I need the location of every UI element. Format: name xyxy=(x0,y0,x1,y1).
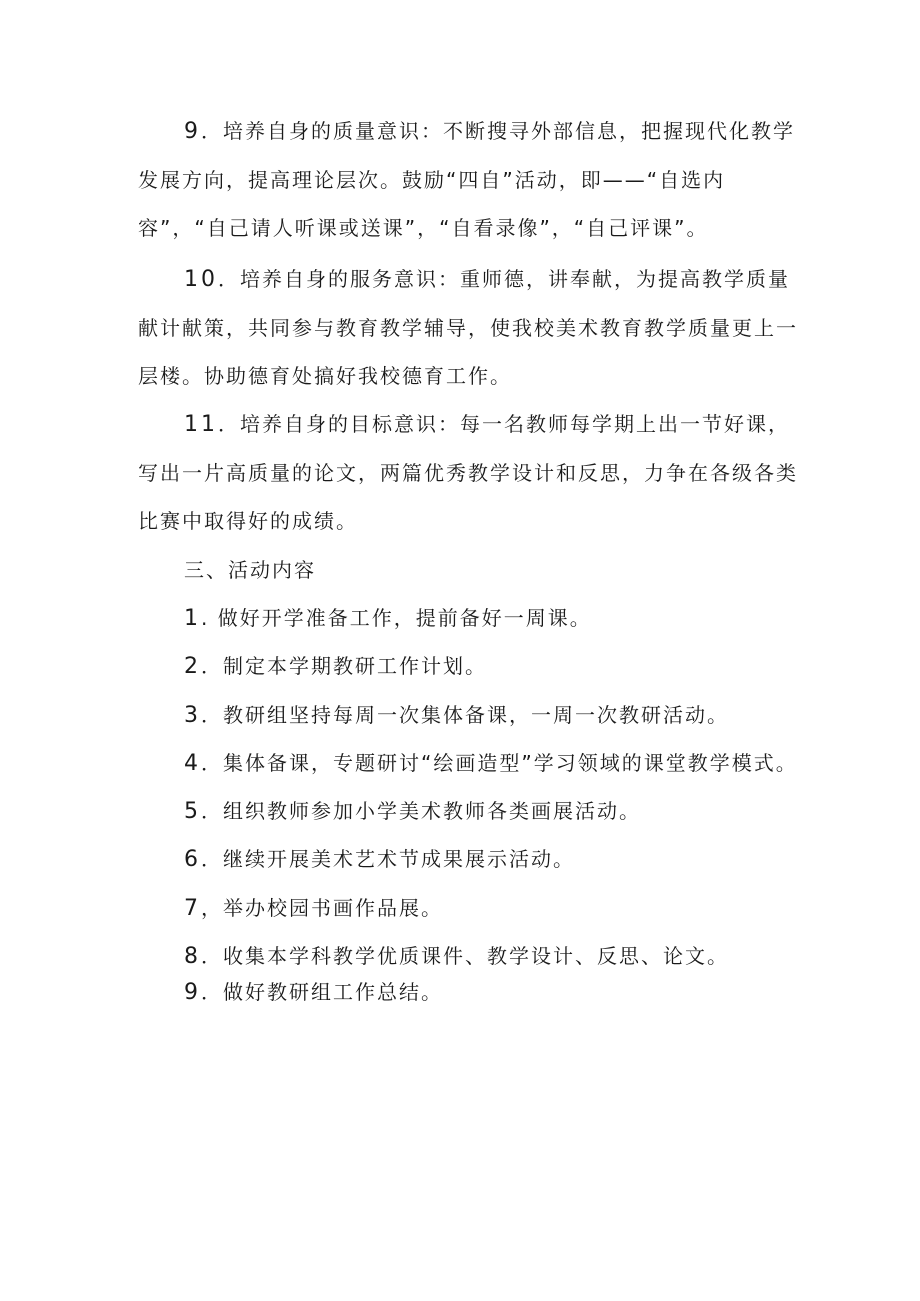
activity-item-3 xyxy=(184,701,729,730)
paragraph-11 xyxy=(138,400,798,545)
activity-item-2-number: 2 xyxy=(184,654,201,679)
section-heading-activities: 三、活动内容 xyxy=(184,558,316,582)
activity-item-4 xyxy=(184,749,798,778)
activity-item-5-number: 5 xyxy=(184,799,201,824)
activity-item-3-text: ．教研组坚持每周一次集体备课，一周一次教研活动。 xyxy=(201,703,729,727)
paragraph-9-number: 9 xyxy=(184,119,201,144)
activity-item-3-number: 3 xyxy=(184,703,201,728)
activity-item-6-number: 6 xyxy=(184,847,201,872)
paragraph-9-text: ．培养自身的质量意识：不断搜寻外部信息，把握现代化教学发展方向，提高理论层次。鼓励“四自”活动，即——“自选内容”，“自己请人听课或送课”，“自看录像”，“自己评课”。 xyxy=(138,119,795,240)
paragraph-10-number: 10 xyxy=(184,267,218,292)
activity-item-5 xyxy=(184,797,641,826)
activity-item-7 xyxy=(184,894,443,923)
paragraph-11-text: ．培养自身的目标意识：每一名教师每学期上出一节好课，写出一片高质量的论文，两篇优秀教学设计和反思，力争在各级各类比赛中取得好的成绩。 xyxy=(138,412,798,533)
activity-item-7-text: ，举办校园书画作品展。 xyxy=(201,896,443,920)
activity-item-5-text: ．组织教师参加小学美术教师各类画展活动。 xyxy=(201,799,641,823)
paragraph-11-number: 11 xyxy=(184,412,218,437)
activity-item-8-text: ．收集本学科教学优质课件、教学设计、反思、论文。 xyxy=(201,944,729,968)
activity-item-1 xyxy=(184,604,592,633)
activity-item-6-text: ．继续开展美术艺术节成果展示活动。 xyxy=(201,847,575,871)
activity-item-8-number: 8 xyxy=(184,944,201,969)
activity-item-4-text: ．集体备课，专题研讨“绘画造型”学习领域的课堂教学模式。 xyxy=(201,751,798,775)
activity-item-2 xyxy=(184,652,487,681)
activity-item-9 xyxy=(184,978,443,1007)
activity-item-1-text: . 做好开学准备工作，提前备好一周课。 xyxy=(201,606,592,630)
paragraph-9 xyxy=(138,107,798,252)
paragraph-10-text: ．培养自身的服务意识：重师德，讲奉献，为提高教学质量献计献策，共同参与教育教学辅导，使我校美术教育教学质量更上一层楼。协助德育处搞好我校德育工作。 xyxy=(138,267,798,388)
activity-item-9-number: 9 xyxy=(184,980,201,1005)
paragraph-10 xyxy=(138,255,798,400)
activity-item-2-text: ．制定本学期教研工作计划。 xyxy=(201,654,487,678)
activity-item-6 xyxy=(184,845,575,874)
activity-item-9-text: ．做好教研组工作总结。 xyxy=(201,980,443,1004)
activity-item-8 xyxy=(184,942,729,971)
activity-item-1-number: 1 xyxy=(184,606,201,631)
activity-item-7-number: 7 xyxy=(184,896,201,921)
activity-item-4-number: 4 xyxy=(184,751,201,776)
